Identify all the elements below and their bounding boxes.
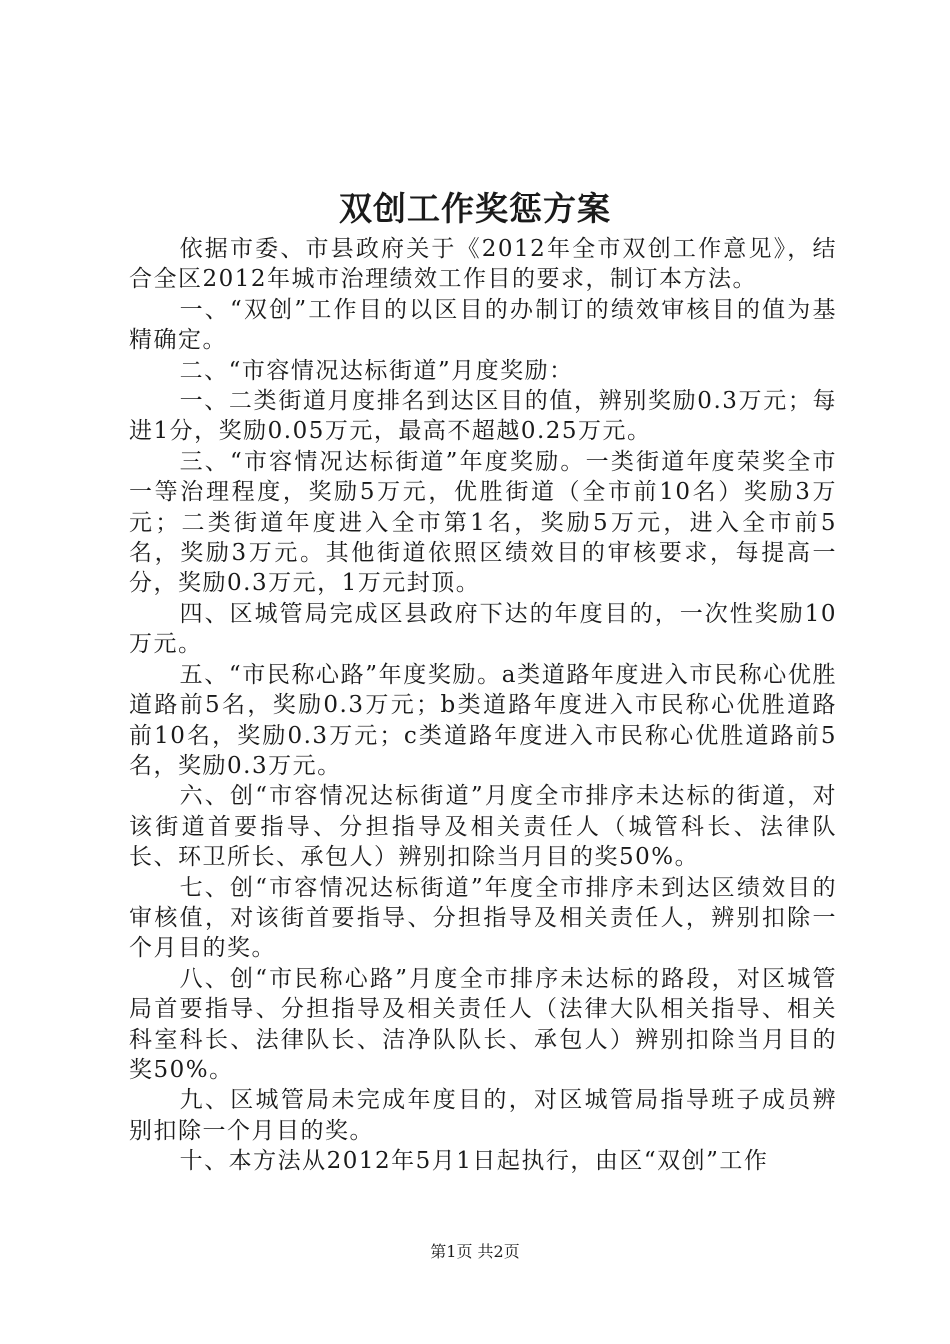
page-footer: 第1页 共2页 bbox=[430, 1242, 520, 1261]
paragraph-2-1: 一、二类街道月度排名到达区目的值，辨别奖励0.3万元；每进1分，奖励0.05万元，最高不超越0.25万元。 bbox=[129, 388, 837, 445]
paragraph-intro: 依据市委、市县政府关于《2012年全市双创工作意见》，结合全区2012年城市治理绩效工作目的要求，制订本方法。 bbox=[129, 236, 837, 293]
paragraph-1: 一、“双创”工作目的以区目的办制订的绩效审核目的值为基精确定。 bbox=[129, 296, 837, 354]
paragraph-7: 七、创“市容情况达标街道”年度全市排序未到达区绩效目的审核值，对该街首要指导、分担指导及相关责任人，辨别扣除一个月目的奖。 bbox=[129, 874, 837, 962]
paragraph-8: 八、创“市民称心路”月度全市排序未达标的路段，对区城管局首要指导、分担指导及相关责任人（法律大队相关指导、相关科室科长、法律队长、洁净队队长、承包人）辨别扣除当月目的奖50%。 bbox=[129, 965, 837, 1083]
paragraph-2: 二、“市容情况达标街道”月度奖励： bbox=[179, 357, 574, 384]
document-title: 双创工作奖惩方案 bbox=[339, 189, 611, 228]
paragraph-4: 四、区城管局完成区县政府下达的年度目的，一次性奖励10万元。 bbox=[129, 600, 837, 658]
paragraph-9: 九、区城管局未完成年度目的，对区城管局指导班子成员辨别扣除一个月目的奖。 bbox=[129, 1087, 837, 1144]
paragraph-6: 六、创“市容情况达标街道”月度全市排序未达标的街道，对该街道首要指导、分担指导及相关责任人（城管科长、法律队长、环卫所长、承包人）辨别扣除当月目的奖50%。 bbox=[129, 783, 837, 871]
paragraph-10: 十、本方法从2012年5月1日起执行，由区“双创”工作 bbox=[179, 1148, 769, 1175]
document-body bbox=[129, 234, 837, 1177]
paragraph-5: 五、“市民称心路”年度奖励。a类道路年度进入市民称心优胜道路前5名，奖励0.3万元；b类道路年度进入市民称心优胜道路前10名，奖励0.3万元；c类道路年度进入市民称心优胜道路前5名，奖励0.3万元。 bbox=[129, 661, 837, 779]
paragraph-3: 三、“市容情况达标街道”年度奖励。一类街道年度荣奖全市一等治理程度，奖励5万元，优胜街道（全市前10名）奖励3万元；二类街道年度进入全市第1名，奖励5万元，进入全市前5名，奖励3万元。其他街道依照区绩效目的审核要求，每提高一分，奖励0.3万元，1万元封顶。 bbox=[129, 448, 837, 597]
